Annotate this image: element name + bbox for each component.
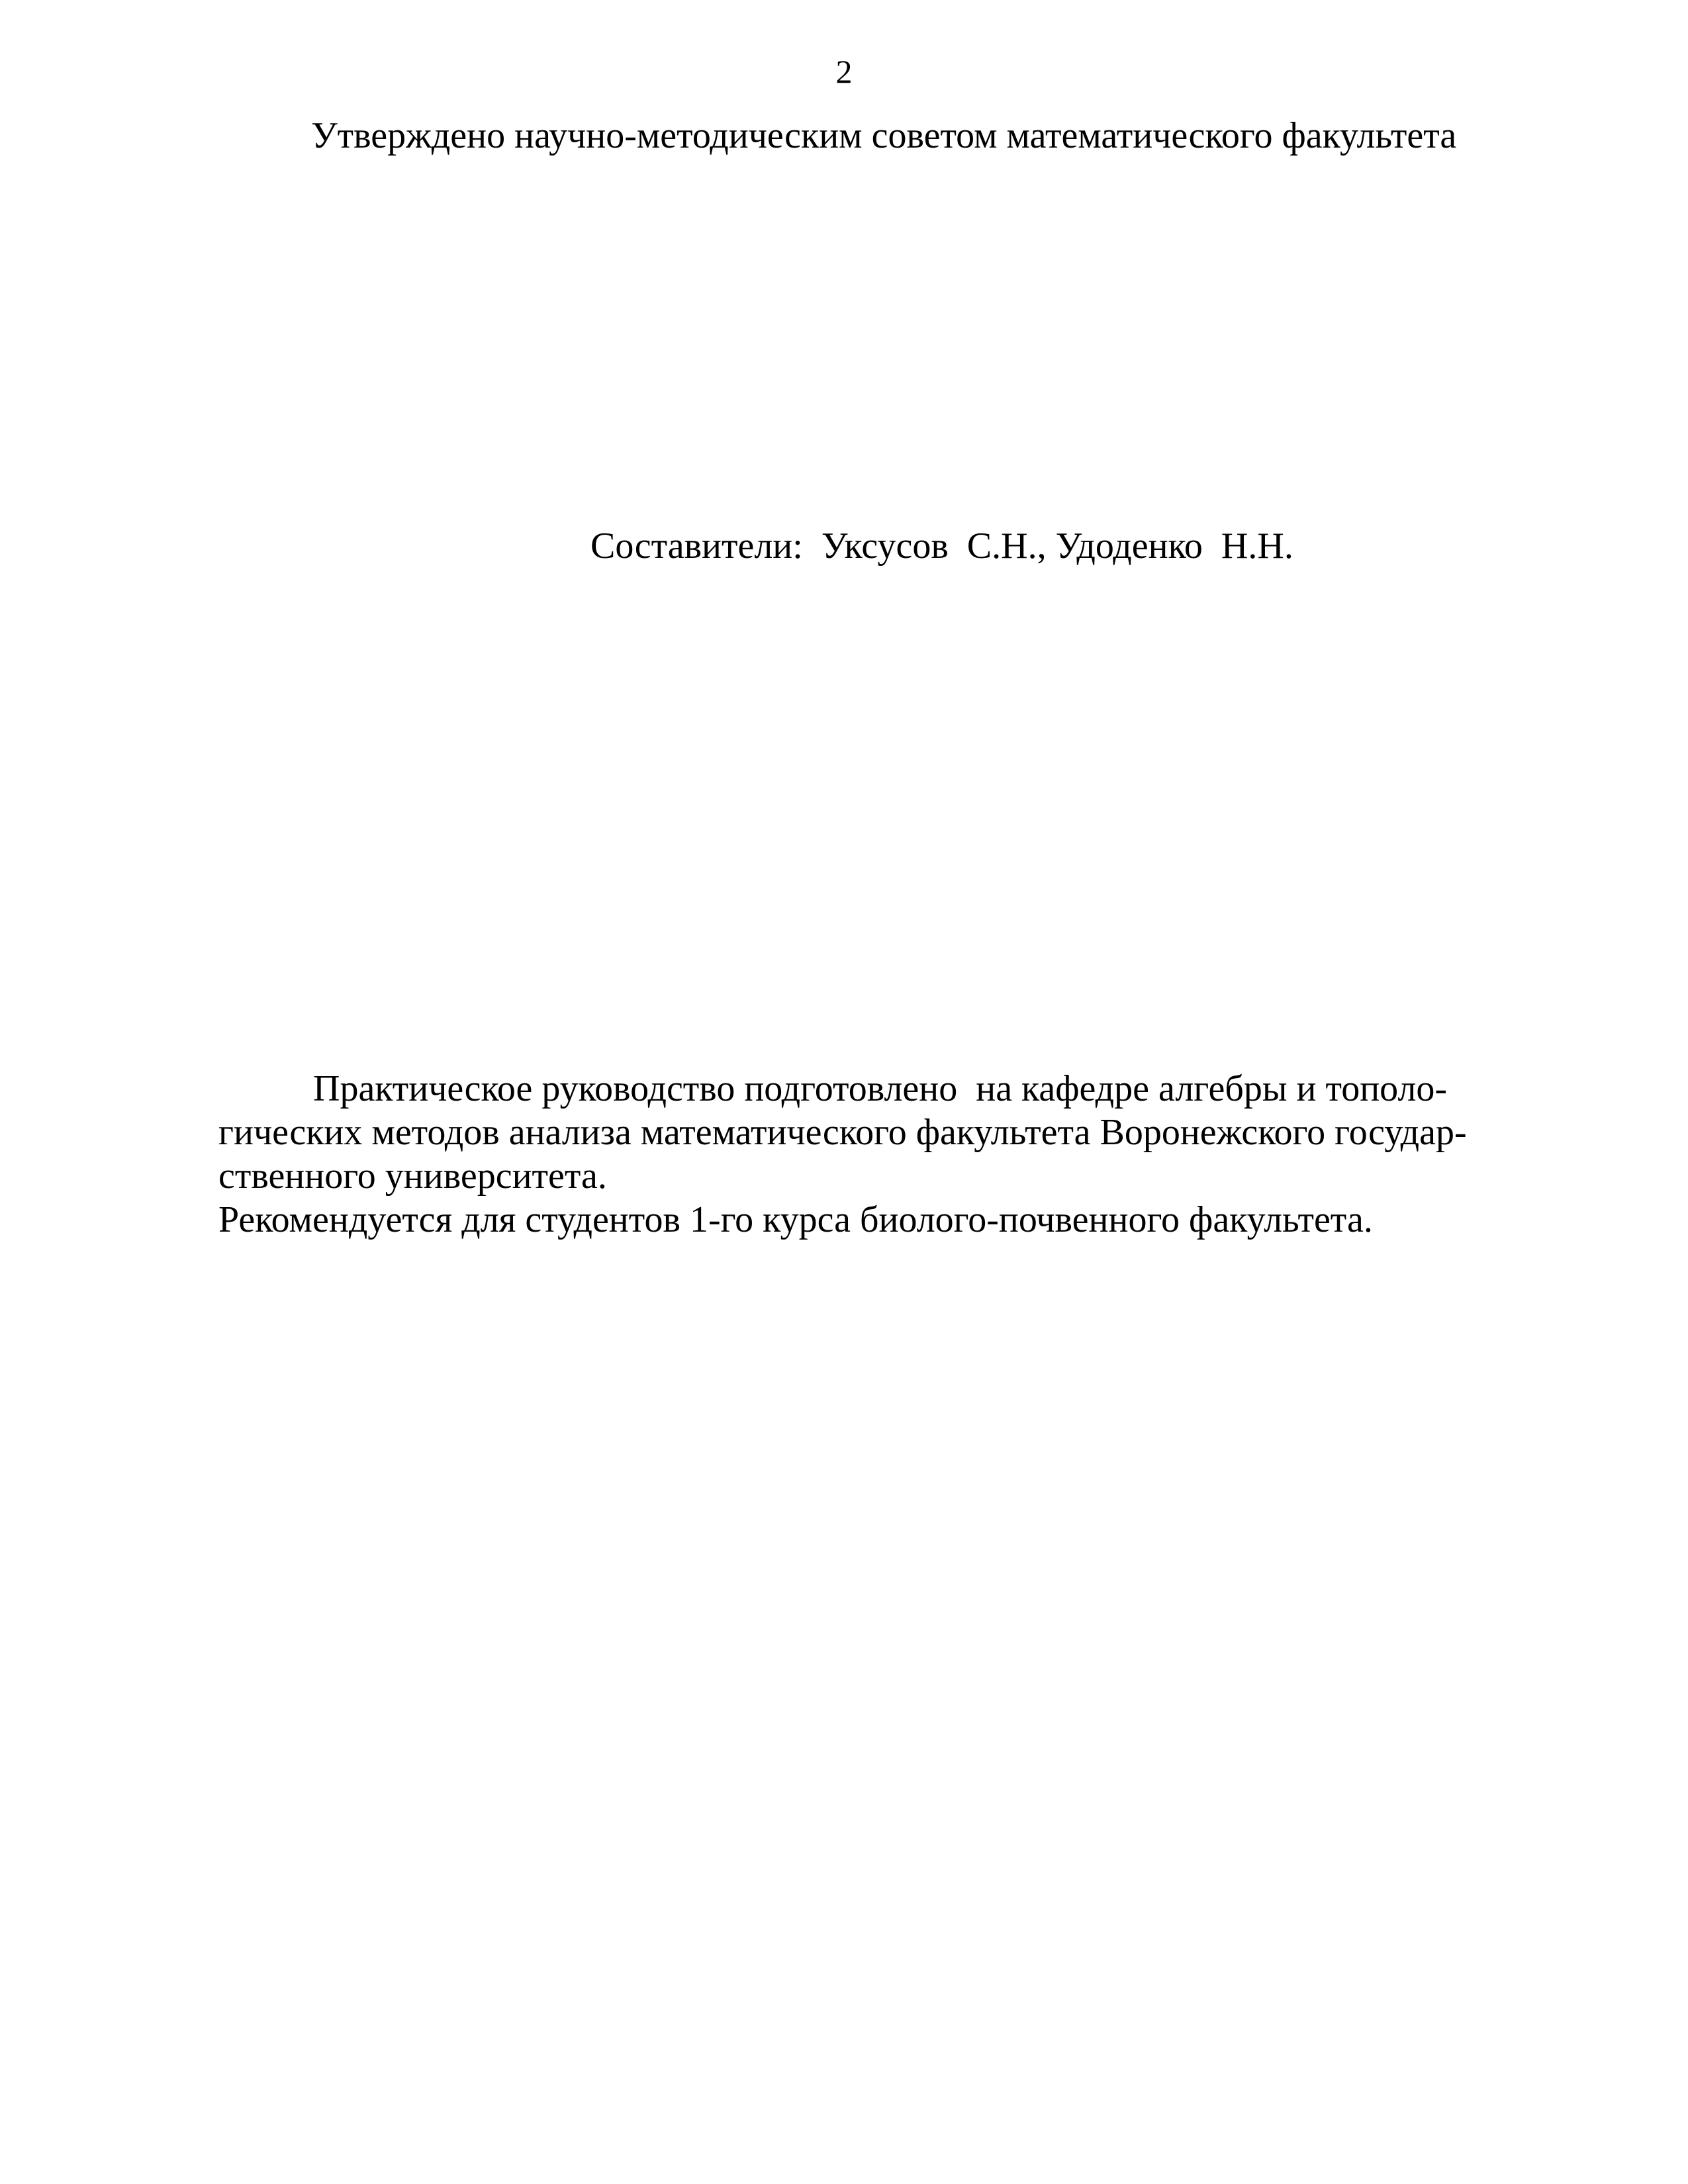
- compilers-line: Составители: Уксусов С.Н., Удоденко Н.Н.: [590, 525, 1293, 567]
- description-paragraph: [218, 1067, 1476, 1242]
- approval-statement: Утверждено научно-методическим советом математического факультета: [311, 115, 1457, 156]
- page-number: 2: [835, 53, 853, 90]
- recommendation-line: Рекомендуется для студентов 1-го курса биолого-почвенного факультета.: [218, 1199, 1373, 1240]
- description-line-1: Практическое руководство подготовлено на кафедре алгебры и тополо-: [313, 1068, 1448, 1109]
- description-line-3: ственного университета.: [218, 1156, 607, 1197]
- description-line-2: гических методов анализа математического факультета Воронежского государ-: [218, 1112, 1467, 1153]
